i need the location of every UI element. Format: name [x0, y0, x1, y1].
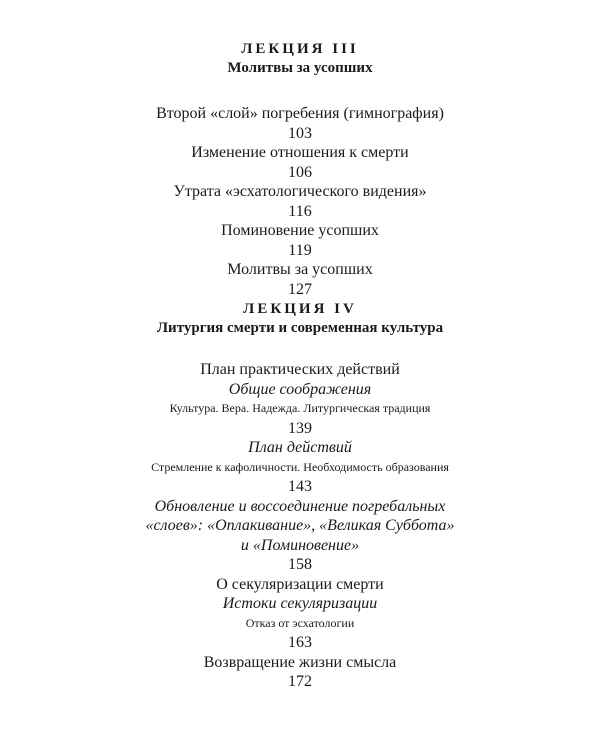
toc-entry-plan-actions-title[interactable]: План действий	[248, 439, 352, 456]
toc-entry-plan-actions-sub: Стремление к кафоличности. Необходимость образования	[151, 459, 449, 474]
lecture-4-entries	[0, 360, 600, 692]
lecture-3-subtitle: Молитвы за усопших	[227, 60, 373, 76]
toc-entry-page: 127	[288, 280, 312, 298]
toc-entry-general-title[interactable]: Общие соображения	[228, 380, 372, 398]
lecture-4-section	[0, 300, 600, 692]
toc-entry-page: 143	[288, 478, 312, 495]
toc-entry-page: 106	[288, 163, 312, 181]
toc-entry-title[interactable]: Молитвы за усопших	[227, 261, 373, 278]
toc-entry-renewal-line2[interactable]: «слоев»: «Оплакивание», «Великая Суббота»	[145, 517, 455, 534]
lecture-3-entries	[0, 104, 600, 299]
toc-entry-title[interactable]: Утрата «эсхатологического видения»	[173, 183, 427, 200]
toc-entry-secularization-title[interactable]: О секуляризации смерти	[216, 575, 384, 593]
toc-entry-sources-sub: Отказ от эсхатологии	[245, 615, 355, 630]
lecture-4-subtitle: Литургия смерти и современная культура	[156, 320, 444, 336]
toc-entry-title[interactable]: Второй «слой» погребения (гимнография)	[156, 105, 444, 122]
toc-entry-page: 119	[288, 241, 312, 259]
lecture-3-section	[0, 40, 600, 299]
toc-entry-page: 163	[288, 634, 312, 651]
toc-entry-general-sub: Культура. Вера. Надежда. Литургическая традиция	[169, 401, 431, 415]
toc-entry-page: 139	[288, 419, 312, 437]
toc-entry-plan-title[interactable]: План практических действий	[200, 361, 400, 378]
toc-entry-title[interactable]: Изменение отношения к смерти	[191, 144, 409, 161]
toc-entry-page: 158	[288, 556, 312, 573]
toc-entry-page: 172	[288, 673, 312, 690]
lecture-4-heading: ЛЕКЦИЯ IV	[243, 301, 357, 317]
toc-entry-renewal-line1[interactable]: Обновление и воссоединение погребальных	[154, 497, 446, 515]
toc-entry-page: 116	[288, 202, 312, 220]
lecture-3-heading: ЛЕКЦИЯ III	[241, 41, 359, 57]
toc-entry-title[interactable]: Поминовение усопших	[221, 222, 379, 239]
toc-entry-return-title[interactable]: Возвращение жизни смысла	[203, 653, 397, 671]
toc-entry-renewal-line3[interactable]: и «Поминовение»	[240, 536, 360, 554]
toc-entry-sources-title[interactable]: Истоки секуляризации	[222, 595, 378, 612]
toc-entry-page: 103	[288, 124, 312, 142]
